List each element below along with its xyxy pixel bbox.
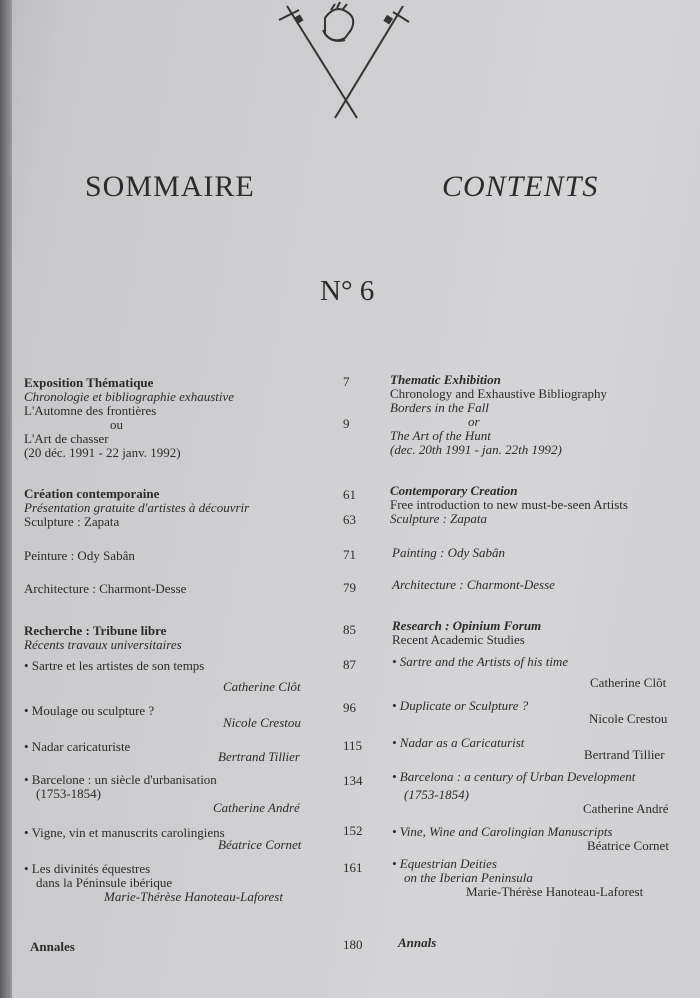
fr-article-4: • Barcelone : un siècle d'urbanisation bbox=[24, 772, 217, 787]
fr-annales: Annales bbox=[30, 939, 75, 954]
issue-number: N° 6 bbox=[320, 275, 375, 307]
en-creation-title: Contemporary Creation bbox=[390, 483, 518, 498]
fr-sculpture: Sculpture : Zapata bbox=[24, 514, 120, 529]
page-134: 134 bbox=[343, 773, 363, 788]
fr-expo-line1: L'Automne des frontières bbox=[24, 403, 157, 418]
en-article-6-author: Marie-Thérèse Hanoteau-Laforest bbox=[466, 884, 644, 899]
page-96: 96 bbox=[343, 700, 356, 715]
fr-peinture: Peinture : Ody Sabân bbox=[24, 548, 135, 563]
fr-article-3-author: Bertrand Tillier bbox=[218, 749, 300, 764]
en-annals: Annals bbox=[398, 935, 437, 950]
page-161: 161 bbox=[343, 860, 363, 875]
en-expo-or: or bbox=[468, 414, 480, 429]
page-7: 7 bbox=[343, 374, 350, 389]
fr-expo-subtitle: Chronologie et bibliographie exhaustive bbox=[24, 389, 235, 404]
en-architecture: Architecture : Charmont-Desse bbox=[392, 577, 555, 592]
en-article-4-dates: (1753-1854) bbox=[404, 787, 469, 802]
page-63: 63 bbox=[343, 512, 356, 527]
fr-article-4-author: Catherine André bbox=[213, 800, 300, 815]
fr-recherche-subtitle: Récents travaux universitaires bbox=[24, 637, 182, 652]
fr-creation-title: Création contemporaine bbox=[24, 486, 160, 501]
en-article-4-author: Catherine André bbox=[583, 801, 669, 816]
fr-expo-ou: ou bbox=[110, 417, 123, 432]
en-sculpture: Sculpture : Zapata bbox=[390, 511, 488, 526]
en-article-6-line1: • Equestrian Deities bbox=[392, 856, 497, 871]
en-article-5-author: Béatrice Cornet bbox=[587, 838, 669, 853]
en-article-3-author: Bertrand Tillier bbox=[584, 747, 665, 762]
fr-article-6-line2: dans la Péninsule ibérique bbox=[36, 875, 173, 890]
en-article-1-author: Catherine Clôt bbox=[590, 675, 667, 690]
en-expo-line1: Borders in the Fall bbox=[390, 400, 489, 415]
en-article-3: • Nadar as a Caricaturist bbox=[392, 735, 525, 750]
fr-article-2: • Moulage ou sculpture ? bbox=[24, 703, 155, 718]
page-79: 79 bbox=[343, 580, 356, 595]
page-9: 9 bbox=[343, 416, 350, 431]
fr-article-6-author: Marie-Thérèse Hanoteau-Laforest bbox=[104, 889, 283, 904]
en-research-subtitle: Recent Academic Studies bbox=[392, 632, 525, 647]
en-expo-title: Thematic Exhibition bbox=[390, 372, 501, 387]
heading-sommaire: SOMMAIRE bbox=[85, 170, 255, 203]
fr-article-2-author: Nicole Crestou bbox=[223, 715, 301, 730]
en-article-4: • Barcelona : a century of Urban Development bbox=[392, 769, 636, 784]
fr-expo-dates: (20 déc. 1991 - 22 janv. 1992) bbox=[24, 445, 181, 460]
en-expo-subtitle: Chronology and Exhaustive Bibliography bbox=[390, 386, 608, 401]
en-article-1: • Sartre and the Artists of his time bbox=[392, 654, 569, 669]
fr-article-1-author: Catherine Clôt bbox=[223, 679, 301, 694]
en-painting: Painting : Ody Sabân bbox=[392, 545, 506, 560]
page-152: 152 bbox=[343, 823, 363, 838]
book-spine-shadow bbox=[0, 0, 12, 998]
crossed-swords-helmet-emblem bbox=[275, 0, 410, 125]
fr-creation-subtitle: Présentation gratuite d'artistes à découvrir bbox=[24, 500, 250, 515]
en-article-6-line2: on the Iberian Peninsula bbox=[404, 870, 533, 885]
page-115: 115 bbox=[343, 738, 363, 753]
page-87: 87 bbox=[343, 657, 356, 672]
fr-article-5-author: Béatrice Cornet bbox=[218, 837, 302, 852]
page-71: 71 bbox=[343, 547, 356, 562]
fr-recherche-title: Recherche : Tribune libre bbox=[24, 623, 167, 638]
en-article-5: • Vine, Wine and Carolingian Manuscripts bbox=[392, 824, 613, 839]
fr-article-5: • Vigne, vin et manuscrits carolingiens bbox=[24, 825, 225, 840]
en-expo-dates: (dec. 20th 1991 - jan. 22th 1992) bbox=[390, 442, 562, 457]
page-61: 61 bbox=[343, 487, 356, 502]
en-article-2-author: Nicole Crestou bbox=[589, 711, 668, 726]
en-research-title: Research : Opinium Forum bbox=[392, 618, 542, 633]
en-creation-subtitle: Free introduction to new must-be-seen Artists bbox=[390, 497, 628, 512]
en-article-2: • Duplicate or Sculpture ? bbox=[392, 698, 529, 713]
fr-architecture: Architecture : Charmont-Desse bbox=[24, 581, 187, 596]
en-expo-line2: The Art of the Hunt bbox=[390, 428, 491, 443]
heading-contents: CONTENTS bbox=[442, 170, 599, 203]
fr-article-1: • Sartre et les artistes de son temps bbox=[24, 658, 205, 673]
page-85: 85 bbox=[343, 622, 356, 637]
fr-article-3: • Nadar caricaturiste bbox=[24, 739, 131, 754]
fr-expo-line2: L'Art de chasser bbox=[24, 431, 109, 446]
page-180: 180 bbox=[343, 937, 363, 952]
fr-expo-title: Exposition Thématique bbox=[24, 375, 154, 390]
fr-article-4-dates: (1753-1854) bbox=[36, 786, 101, 801]
fr-article-6-line1: • Les divinités équestres bbox=[24, 861, 151, 876]
